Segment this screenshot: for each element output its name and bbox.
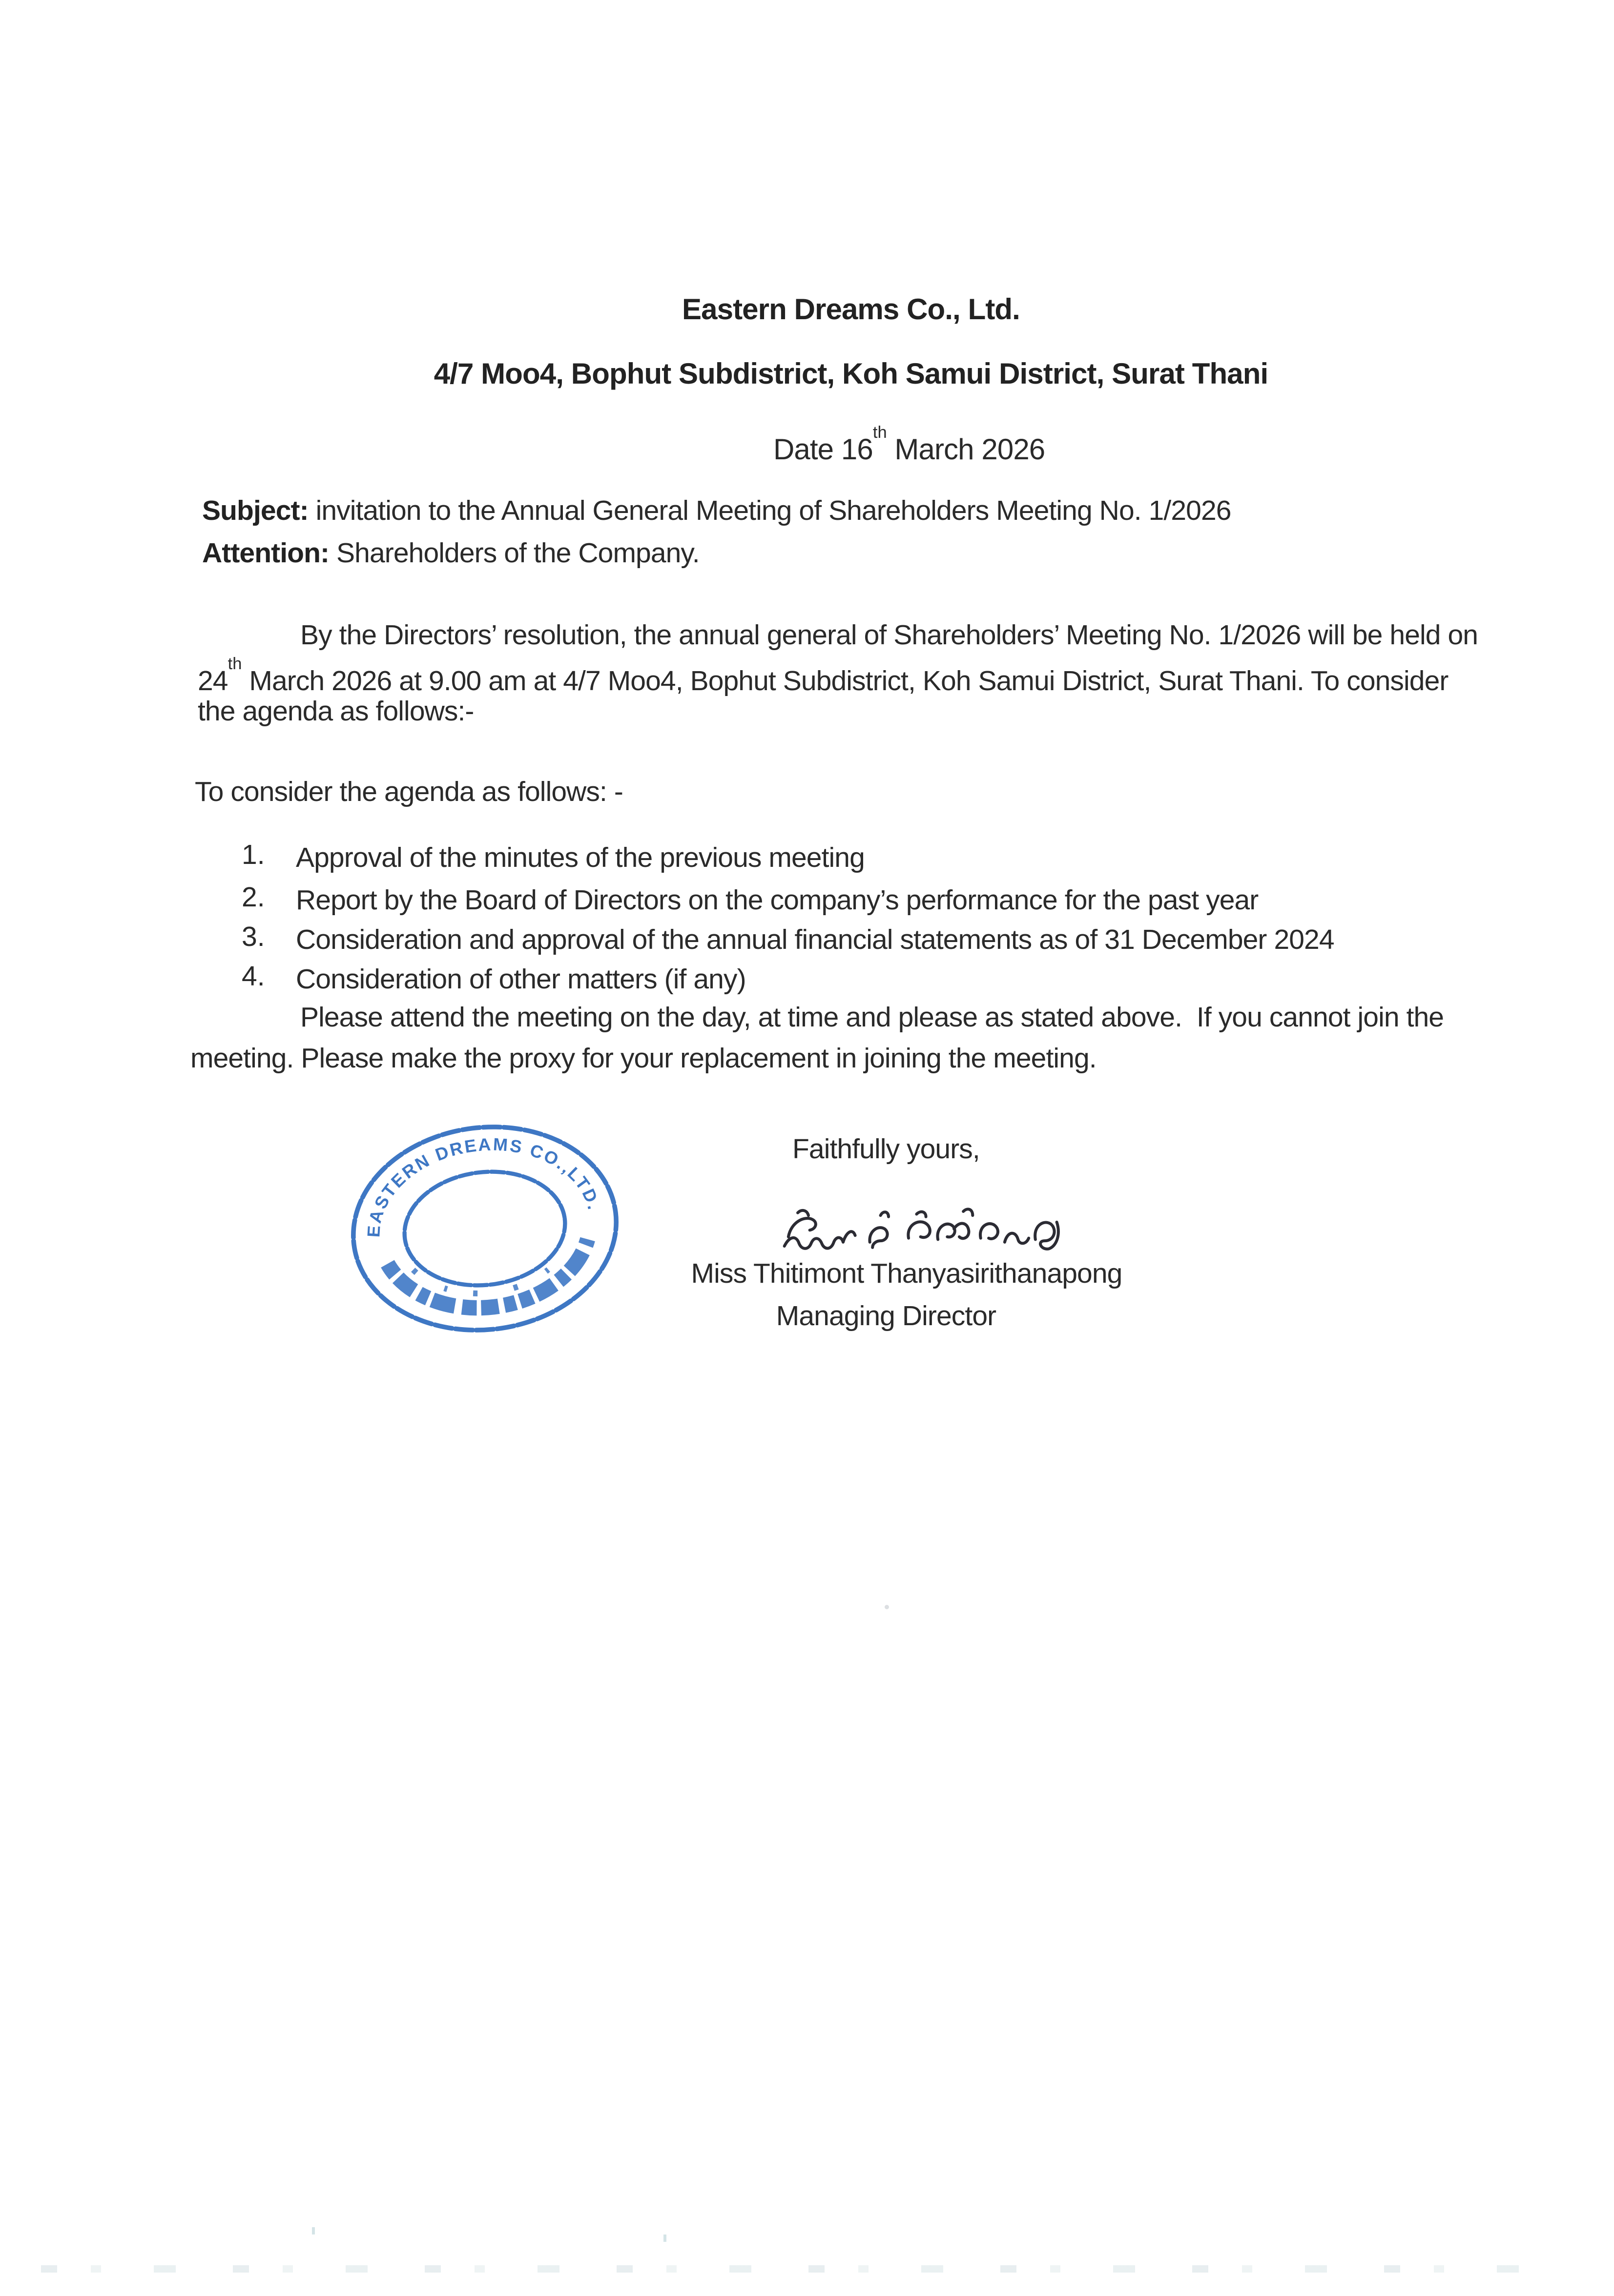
date-suffix: March 2026 bbox=[887, 434, 1045, 467]
stamp-arc-text-en: EASTERN DREAMS CO.,LTD. bbox=[363, 1134, 605, 1238]
scan-speck bbox=[885, 1605, 889, 1609]
closing-line2: meeting. Please make the proxy for your replacement in joining the meeting. bbox=[190, 1044, 1097, 1075]
scanner-noise-band bbox=[41, 2265, 1576, 2273]
company-stamp bbox=[324, 1097, 646, 1360]
agenda-item-3-number: 3. bbox=[242, 922, 265, 953]
agenda-item-2-text: Report by the Board of Directors on the company’s performance for the past year bbox=[296, 886, 1259, 917]
signer-name: Miss Thitimont Thanyasirithanapong bbox=[691, 1259, 1122, 1290]
agenda-intro: To consider the agenda as follows: - bbox=[195, 778, 623, 808]
para1-line2-pre: 24 bbox=[198, 666, 228, 697]
agenda-item-4-number: 4. bbox=[242, 962, 265, 993]
agenda-item-1-number: 1. bbox=[242, 840, 265, 871]
attention-label: Attention: bbox=[202, 539, 330, 570]
agenda-item-4-text: Consideration of other matters (if any) bbox=[296, 965, 746, 996]
date-prefix: Date 16 bbox=[773, 434, 873, 467]
agenda-item-1-text: Approval of the minutes of the previous meeting bbox=[296, 843, 865, 874]
scan-tick bbox=[663, 2234, 666, 2242]
para1-line3: the agenda as follows:- bbox=[198, 697, 474, 728]
para1-line2-ordinal: th bbox=[228, 656, 242, 674]
para1-line2-post: March 2026 at 9.00 am at 4/7 Moo4, Bophut Subdistrict, Koh Samui District, Surat Thani. To consider bbox=[242, 666, 1448, 697]
closing-line1: Please attend the meeting on the day, at time and please as stated above. If you cannot join the bbox=[300, 1003, 1444, 1034]
subject-text: invitation to the Annual General Meeting of Shareholders Meeting No. 1/2026 bbox=[308, 496, 1231, 527]
attention-text: Shareholders of the Company. bbox=[329, 539, 700, 570]
company-name: Eastern Dreams Co., Ltd. bbox=[682, 294, 1020, 327]
company-address: 4/7 Moo4, Bophut Subdistrict, Koh Samui District, Surat Thani bbox=[434, 359, 1268, 391]
agenda-item-2-number: 2. bbox=[242, 883, 265, 914]
para1-line1: By the Directors’ resolution, the annual general of Shareholders’ Meeting No. 1/2026 will be held on bbox=[300, 621, 1478, 652]
date-ordinal: th bbox=[872, 425, 887, 442]
letter-date bbox=[773, 425, 1045, 470]
signer-title: Managing Director bbox=[776, 1302, 996, 1332]
subject-line bbox=[202, 493, 1231, 532]
stamp-inner-oval bbox=[398, 1163, 572, 1294]
valediction: Faithfully yours, bbox=[792, 1135, 980, 1166]
agenda-item-3-text: Consideration and approval of the annual financial statements as of 31 December 2024 bbox=[296, 925, 1334, 956]
subject-label: Subject: bbox=[202, 496, 309, 527]
signature bbox=[778, 1202, 1065, 1261]
scan-tick bbox=[312, 2227, 315, 2234]
attention-line bbox=[202, 536, 700, 574]
